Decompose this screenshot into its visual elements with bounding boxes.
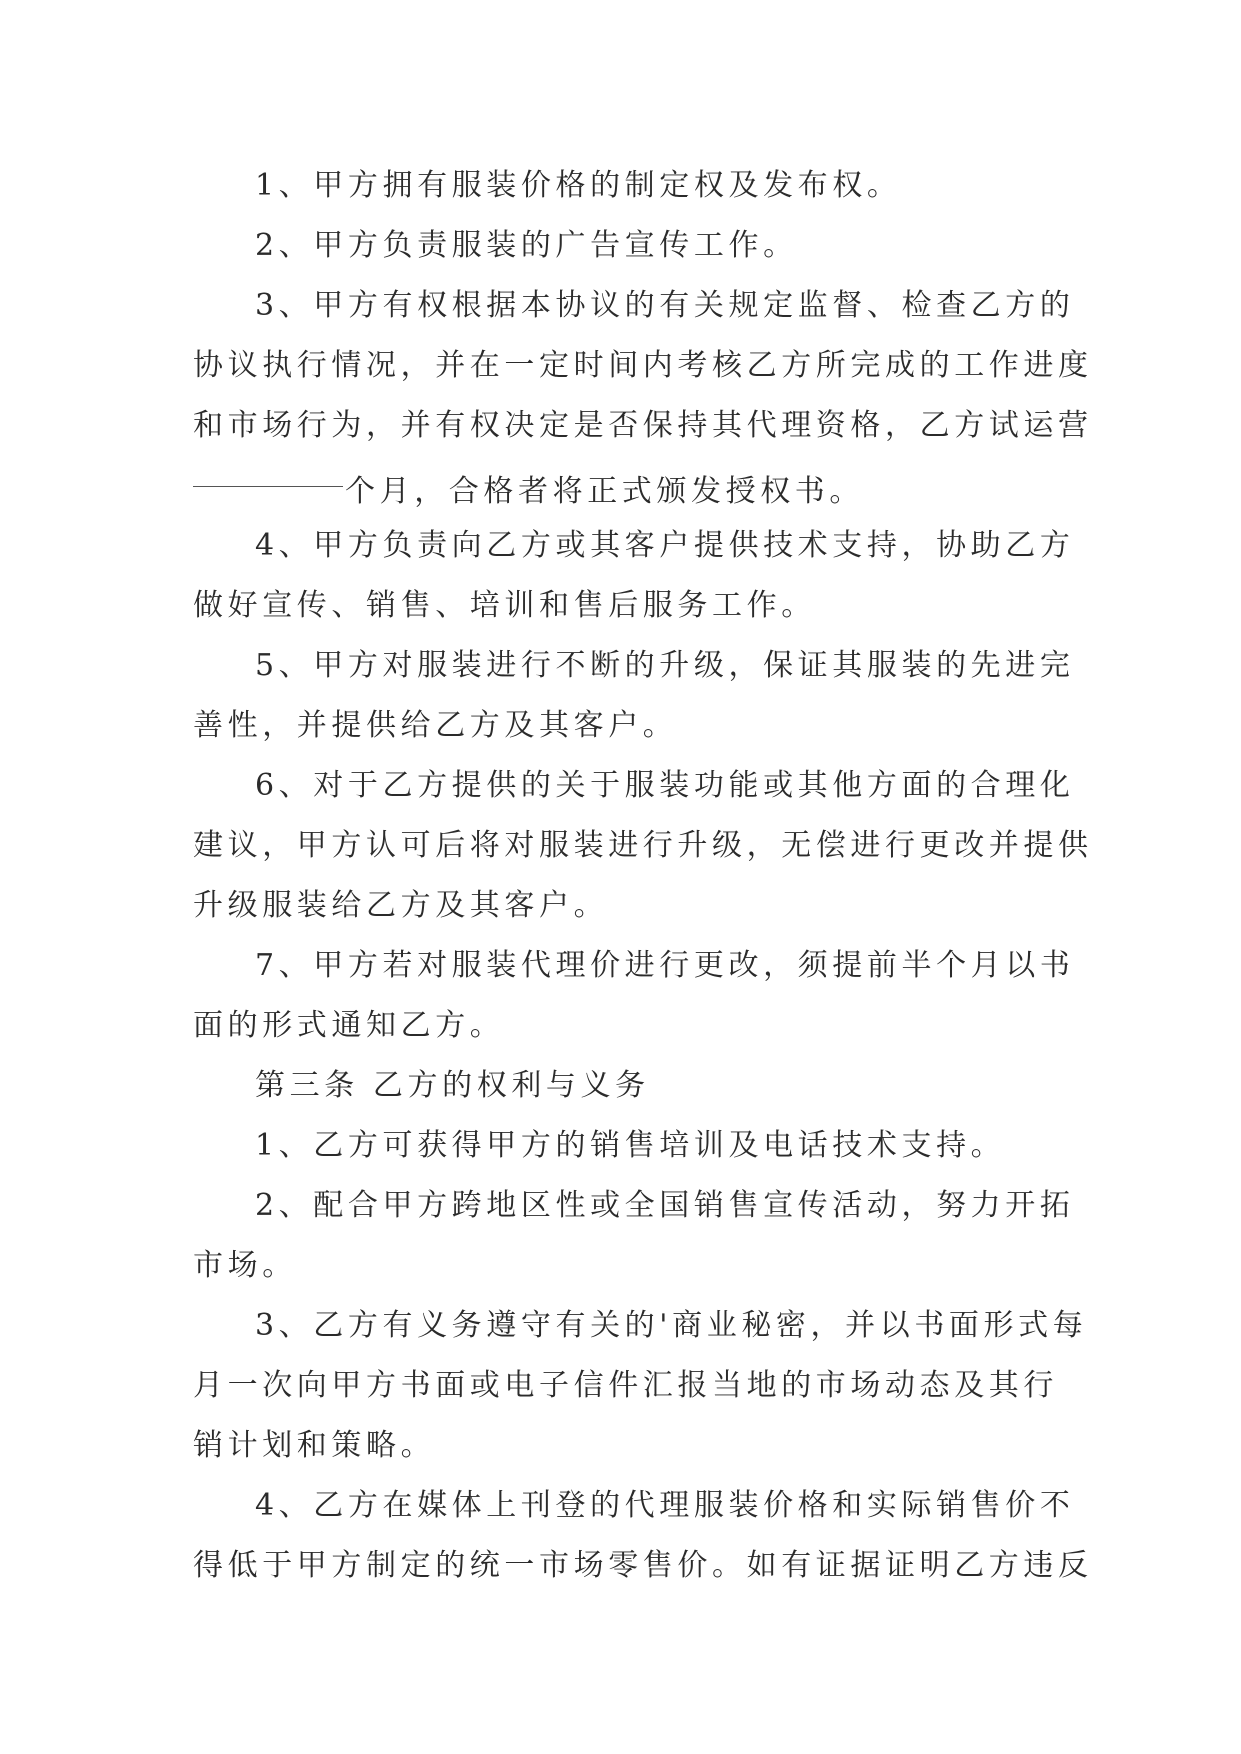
paragraph-1 [193, 156, 1053, 216]
heading-line: 第三条 乙方的权利与义务 [255, 1068, 650, 1103]
text-line-with-blank [193, 456, 1053, 516]
text-line: 4、乙方在媒体上刊登的代理服装价格和实际销售价不 [255, 1488, 1075, 1523]
text-line: 月一次向甲方书面或电子信件汇报当地的市场动态及其行 [193, 1368, 1058, 1403]
fill-in-blank [193, 456, 343, 487]
text-line: 4、甲方负责向乙方或其客户提供技术支持，协助乙方 [255, 528, 1075, 563]
paragraph-4 [193, 516, 1075, 636]
text-line: 和市场行为，并有权决定是否保持其代理资格，乙方试运营 [193, 408, 1093, 443]
text-line: 1、乙方可获得甲方的销售培训及电话技术支持。 [255, 1128, 1006, 1163]
paragraph-3 [193, 276, 1093, 516]
paragraph-6 [193, 756, 1093, 936]
section-heading [193, 1056, 1053, 1116]
text-line: 2、甲方负责服装的广告宣传工作。 [255, 228, 798, 263]
paragraph-10 [193, 1176, 1075, 1296]
text-line: 市场。 [193, 1248, 297, 1283]
document-body [193, 156, 1093, 1596]
text-line: 3、甲方有权根据本协议的有关规定监督、检查乙方的 [255, 288, 1075, 323]
text-line: 善性，并提供给乙方及其客户。 [193, 708, 678, 743]
text-line: 1、甲方拥有服装价格的制定权及发布权。 [255, 168, 902, 203]
text-fragment: 个月，合格者将正式颁发授权书。 [345, 474, 864, 509]
text-line: 做好宣传、销售、培训和售后服务工作。 [193, 588, 816, 623]
paragraph-7 [193, 936, 1075, 1056]
paragraph-11 [193, 1296, 1088, 1476]
paragraph-9 [193, 1116, 1053, 1176]
text-line: 得低于甲方制定的统一市场零售价。如有证据证明乙方违反 [193, 1548, 1093, 1583]
text-line: 2、配合甲方跨地区性或全国销售宣传活动，努力开拓 [255, 1188, 1075, 1223]
text-line: 销计划和策略。 [193, 1428, 436, 1463]
text-line: 7、甲方若对服装代理价进行更改，须提前半个月以书 [255, 948, 1075, 983]
text-line: 建议，甲方认可后将对服装进行升级，无偿进行更改并提供 [193, 828, 1093, 863]
text-line: 升级服装给乙方及其客户。 [193, 888, 609, 923]
paragraph-2 [193, 216, 1053, 276]
paragraph-5 [193, 636, 1075, 756]
text-line: 6、对于乙方提供的关于服装功能或其他方面的合理化 [255, 768, 1075, 803]
text-line: 3、乙方有义务遵守有关的'商业秘密，并以书面形式每 [255, 1308, 1088, 1343]
text-line: 面的形式通知乙方。 [193, 1008, 505, 1043]
paragraph-12 [193, 1476, 1093, 1596]
text-line: 协议执行情况，并在一定时间内考核乙方所完成的工作进度 [193, 348, 1093, 383]
text-line: 5、甲方对服装进行不断的升级，保证其服装的先进完 [255, 648, 1075, 683]
